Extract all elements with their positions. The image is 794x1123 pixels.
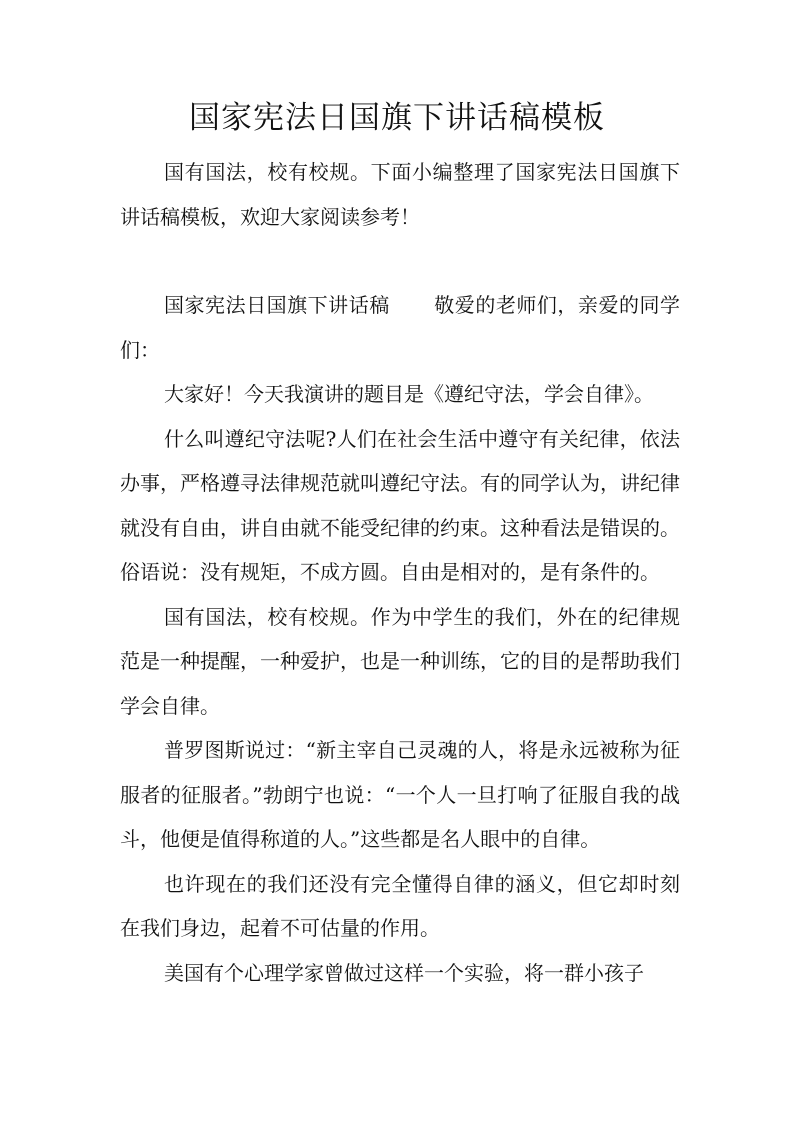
body-paragraph-1: 什么叫遵纪守法呢?人们在社会生活中遵守有关纪律，依法办事，严格遵寻法律规范就叫遵纪守法。有的同学认为，讲纪律就没有自由，讲自由就不能受纪律的约束。这种看法是错误的。俗语说：没有规矩，不成方圆。自由是相对的，是有条件的。 <box>120 426 680 584</box>
document-title: 国家宪法日国旗下讲话稿模板 <box>189 100 605 136</box>
body-paragraph-3: 普罗图斯说过：“新主宰自己灵魂的人，将是永远被称为征服者的征服者。”勃朗宁也说：“一个人一旦打响了征服自我的战斗，他便是值得称道的人。”这些都是名人眼中的自律。 <box>120 738 680 851</box>
speech-title: 国家宪法日国旗下讲话稿 <box>164 293 390 317</box>
salutation: 敬爱的老师们，亲爱的同学们： <box>120 293 681 362</box>
intro-paragraph: 国有国法，校有校规。下面小编整理了国家宪法日国旗下讲话稿模板，欢迎大家阅读参考！ <box>120 160 680 229</box>
speech-heading-paragraph <box>120 283 680 372</box>
document-body <box>120 150 680 995</box>
body-paragraph-2: 国有国法，校有校规。作为中学生的我们，外在的纪律规范是一种提醒，一种爱护，也是一种训练，它的目的是帮助我们学会自律。 <box>120 604 680 718</box>
body-paragraph-4: 也许现在的我们还没有完全懂得自律的涵义，但它却时刻在我们身边，起着不可估量的作用。 <box>120 871 680 940</box>
body-paragraph-5: 美国有个心理学家曾做过这样一个实验，将一群小孩子 <box>164 960 644 985</box>
greeting-paragraph: 大家好！今天我演讲的题目是《遵纪守法，学会自律》。 <box>164 382 654 406</box>
